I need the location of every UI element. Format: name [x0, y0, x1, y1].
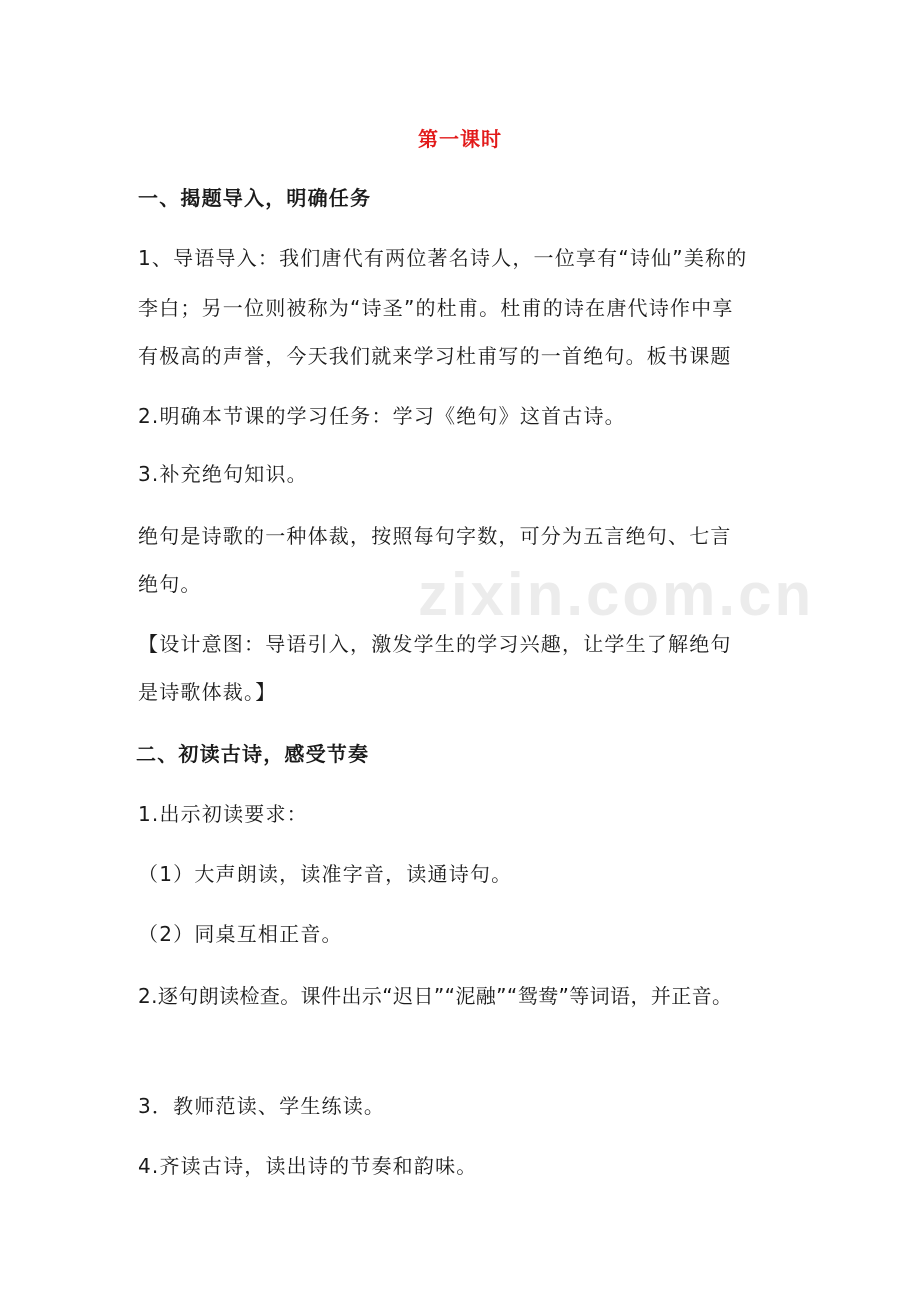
paragraph-line: 1.出示初读要求： [138, 802, 308, 826]
paragraph-line: 绝句是诗歌的一种体裁，按照每句字数，可分为五言绝句、七言 [138, 524, 732, 548]
paragraph-line: 有极高的声誉，今天我们就来学习杜甫写的一首绝句。板书课题 [138, 344, 732, 368]
paragraph-line: 绝句。 [138, 572, 202, 596]
design-intent-line: 是诗歌体裁。】 [138, 680, 277, 704]
watermark: zixin.com.cn [418, 561, 815, 628]
paragraph-line: （1）大声朗读，读准字音，读通诗句。 [138, 862, 513, 886]
paragraph-line: 李白；另一位则被称为“诗圣”的杜甫。杜甫的诗在唐代诗作中享 [138, 296, 734, 320]
paragraph-line: 2.逐句朗读检查。课件出示“迟日”“泥融”“鸳鸯”等词语，并正音。 [138, 984, 733, 1008]
lesson-title: 第一课时 [418, 127, 502, 151]
paragraph-line: 3.补充绝句知识。 [138, 462, 308, 486]
section-heading-2: 二、初读古诗，感受节奏 [136, 742, 370, 766]
design-intent-line: 【设计意图：导语引入，激发学生的学习兴趣，让学生了解绝句 [138, 632, 732, 656]
paragraph-line: 1、导语导入：我们唐代有两位著名诗人，一位享有“诗仙”美称的 [138, 246, 748, 270]
paragraph-line: 3．教师范读、学生练读。 [138, 1094, 386, 1118]
section-heading-1: 一、揭题导入，明确任务 [138, 186, 372, 210]
paragraph-line: 2.明确本节课的学习任务：学习《绝句》这首古诗。 [138, 404, 626, 428]
paragraph-line: 4.齐读古诗，读出诗的节奏和韵味。 [138, 1154, 478, 1178]
paragraph-line: （2）同桌互相正音。 [138, 922, 343, 946]
